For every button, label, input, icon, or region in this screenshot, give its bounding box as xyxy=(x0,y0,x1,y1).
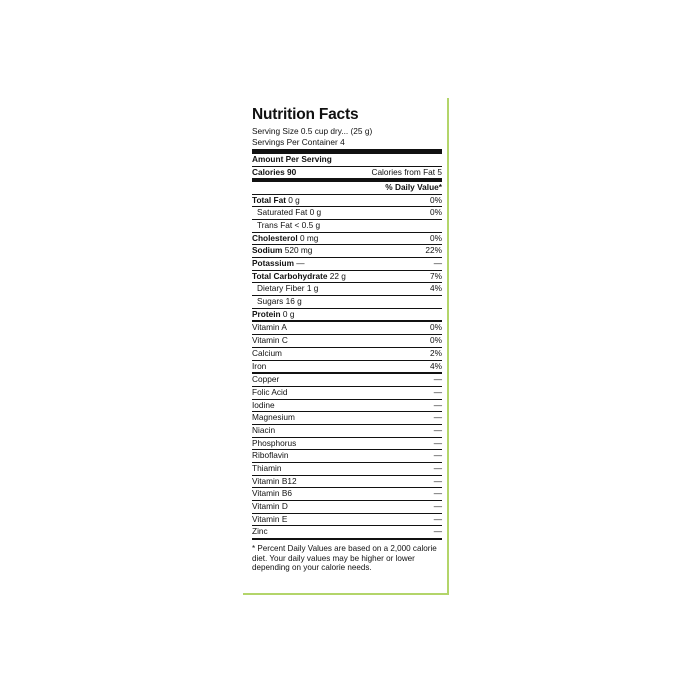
mineral-dv: — xyxy=(433,475,442,486)
nutrient-name: Sugars xyxy=(257,296,284,307)
mineral-row-magnesium xyxy=(252,412,442,425)
nutrient-amount: 0 g xyxy=(309,207,322,218)
mineral-dv: — xyxy=(433,513,442,524)
nutrient-amount: 0 g xyxy=(282,308,295,319)
nutrient-dv: — xyxy=(433,258,442,268)
nutrition-label xyxy=(252,106,442,572)
calories-row xyxy=(252,167,442,180)
nutrient-row-protein xyxy=(252,309,442,323)
calories-from-fat: Calories from Fat 5 xyxy=(371,166,442,177)
nutrient-name: Potassium xyxy=(252,258,294,268)
nutrient-row-sugars xyxy=(252,296,442,309)
mineral-name: Riboflavin xyxy=(252,450,289,461)
mineral-row-vitamin-e xyxy=(252,514,442,527)
mineral-name: Magnesium xyxy=(252,412,295,423)
nutrient-row-potassium xyxy=(252,258,442,271)
vitamin-name: Vitamin C xyxy=(252,335,288,346)
mineral-dv: — xyxy=(433,463,442,473)
mineral-dv: — xyxy=(433,526,442,537)
mineral-name: Phosphorus xyxy=(252,437,297,448)
vitamin-row-vitamin-a xyxy=(252,322,442,335)
vitamin-dv: 0% xyxy=(430,335,442,346)
nutrient-name: Sodium xyxy=(252,245,283,256)
nutrient-row-saturated-fat xyxy=(252,207,442,220)
mineral-row-niacin xyxy=(252,425,442,438)
mineral-row-thiamin xyxy=(252,463,442,476)
vitamin-dv: 0% xyxy=(430,322,442,333)
mineral-row-vitamin-d xyxy=(252,501,442,514)
nutrient-dv: 0% xyxy=(430,207,442,218)
nutrient-amount: 1 g xyxy=(306,283,319,294)
vitamin-dv: 2% xyxy=(430,347,442,358)
nutrient-amount: 22 g xyxy=(329,270,346,281)
nutrient-dv: 7% xyxy=(430,270,442,281)
nutrient-dv: 22% xyxy=(425,245,442,256)
vitamin-row-iron xyxy=(252,361,442,375)
nutrient-amount: < 0.5 g xyxy=(294,219,321,230)
vitamin-name: Iron xyxy=(252,360,267,371)
nutrient-name: Trans Fat xyxy=(257,219,293,230)
nutrient-name: Protein xyxy=(252,308,281,319)
mineral-dv: — xyxy=(433,374,442,385)
mineral-dv: — xyxy=(433,399,442,410)
mineral-name: Copper xyxy=(252,374,280,385)
mineral-dv: — xyxy=(433,501,442,512)
mineral-row-riboflavin xyxy=(252,450,442,463)
amount-per-serving xyxy=(252,154,442,167)
mineral-row-iodine xyxy=(252,400,442,413)
label-title: Nutrition Facts xyxy=(252,106,359,123)
nutrient-dv: 4% xyxy=(430,283,442,294)
mineral-name: Vitamin D xyxy=(252,501,288,512)
mineral-dv: — xyxy=(433,437,442,448)
mineral-dv: — xyxy=(433,488,442,499)
nutrient-name: Dietary Fiber xyxy=(257,283,305,294)
mineral-name: Vitamin B12 xyxy=(252,475,297,486)
nutrient-row-dietary-fiber xyxy=(252,283,442,296)
daily-value-footnote: * Percent Daily Values are based on a 2,000 calorie diet. Your daily values may be higher or lower depending on your calorie needs. xyxy=(252,544,437,572)
mineral-name: Vitamin B6 xyxy=(252,488,292,499)
nutrient-row-total-carbohydrate xyxy=(252,271,442,284)
mineral-row-vitamin-b6 xyxy=(252,488,442,501)
mineral-name: Vitamin E xyxy=(252,513,288,524)
servings-per-container: Servings Per Container 4 xyxy=(252,136,345,147)
nutrient-name: Saturated Fat xyxy=(257,207,308,218)
nutrient-amount: 0 g xyxy=(288,194,300,205)
nutrient-name: Cholesterol xyxy=(252,232,298,243)
mineral-name: Folic Acid xyxy=(252,386,288,397)
calories-value: Calories 90 xyxy=(252,166,297,177)
mineral-row-copper xyxy=(252,374,442,387)
mineral-row-vitamin-b12 xyxy=(252,476,442,489)
mineral-name: Thiamin xyxy=(252,463,282,473)
mineral-dv: — xyxy=(433,424,442,435)
daily-value-header-label: % Daily Value* xyxy=(385,181,442,192)
nutrient-amount: — xyxy=(296,258,305,268)
mineral-dv: — xyxy=(433,412,442,423)
nutrient-name: Total Fat xyxy=(252,194,286,205)
nutrient-row-sodium xyxy=(252,245,442,258)
mineral-row-folic-acid xyxy=(252,387,442,400)
nutrient-row-total-fat xyxy=(252,195,442,208)
nutrient-amount: 16 g xyxy=(285,296,302,307)
vitamin-name: Vitamin A xyxy=(252,322,287,333)
mineral-name: Iodine xyxy=(252,399,275,410)
vitamin-dv: 4% xyxy=(430,360,442,371)
vitamin-row-calcium xyxy=(252,348,442,361)
mineral-name: Niacin xyxy=(252,424,276,435)
mineral-dv: — xyxy=(433,450,442,461)
vitamin-row-vitamin-c xyxy=(252,335,442,348)
nutrient-row-cholesterol xyxy=(252,233,442,246)
mineral-row-zinc xyxy=(252,526,442,540)
vitamin-name: Calcium xyxy=(252,347,282,358)
nutrition-facts-panel xyxy=(243,98,449,595)
mineral-dv: — xyxy=(433,386,442,397)
nutrient-dv: 0% xyxy=(430,232,442,243)
nutrient-amount: 520 mg xyxy=(284,245,313,256)
mineral-row-phosphorus xyxy=(252,438,442,451)
mineral-name: Zinc xyxy=(252,526,268,537)
nutrient-dv: 0% xyxy=(430,194,442,205)
nutrient-row-trans-fat xyxy=(252,220,442,233)
amount-per-serving-label: Amount Per Serving xyxy=(252,154,332,164)
nutrient-name: Total Carbohydrate xyxy=(252,270,328,281)
daily-value-header xyxy=(252,182,442,195)
nutrient-amount: 0 mg xyxy=(299,232,319,243)
serving-size: Serving Size 0.5 cup dry... (25 g) xyxy=(252,126,373,136)
